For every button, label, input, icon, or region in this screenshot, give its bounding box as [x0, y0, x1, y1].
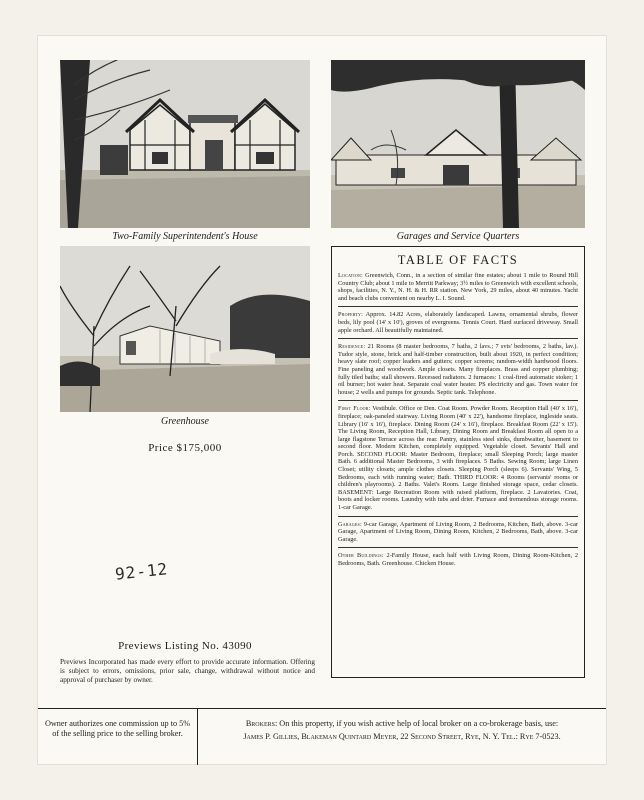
disclaimer: Previews Incorporated has made every effort to provide accurate information. Offering is subject to errors, omissions, prior sale, change, withdrawal without notice and approval of purchaser by owner.	[60, 658, 315, 684]
price: Price $175,000	[148, 442, 222, 454]
listing-number: Previews Listing No. 43090	[118, 640, 252, 652]
garages-photo	[331, 60, 585, 228]
greenhouse-photo	[60, 246, 310, 412]
facts-label: First Floor:	[338, 405, 371, 413]
facts-text: 2-Family House, each half with Living Room, Dining Room-Kitchen, 2 Bedrooms, Bath. Greenhouse. Chicken House.	[338, 552, 578, 567]
facts-text: 9-car Garage, Apartment of Living Room, 2 Bedrooms, Kitchen, Bath, above. 3-car Garage, Apartment of Living Room, Dining Room, Kitchen, 2 Bedrooms, Bath, above. 3-car Garage.	[338, 520, 578, 543]
facts-garages	[338, 521, 578, 544]
divider	[338, 306, 578, 307]
house-caption: Two-Family Superintendent's House	[112, 231, 258, 242]
facts-residence	[338, 343, 578, 396]
facts-other-buildings	[338, 552, 578, 567]
facts-text: 21 Rooms (8 master bedrooms, 7 baths, 2 lavs.; 7 svts' bedrooms, 2 baths, lav.). Tudor style, stone, brick and half-timber construction, built about 1920, in perfect condition; heavy slate roof; copper leaders and gutters; copper screens; random-width hardwood floors. Fine paneling and woodwork. Ample closets. Many fireplaces. Brass and copper plumbing; fully tiled baths; stall showers. Recessed radiators. 2 furnaces: 1 coal-fired automatic stoker; 1 oil burner; hot water heat. Separate coal water heater. PS electricity and gas. Town water for house; 2 wells and pumps for grounds. Septic tank. Telephone.	[338, 343, 578, 396]
divider	[338, 400, 578, 401]
facts-property	[338, 311, 578, 334]
facts-label: Property:	[338, 311, 364, 319]
footer	[38, 708, 606, 765]
brokers-note	[206, 717, 598, 743]
divider	[338, 547, 578, 548]
facts-text: Vestibule. Office or Den. Coat Room. Powder Room. Reception Hall (40' x 16'), fireplace; oak-paneled stairway. Living Room (40' x 22'), handsome fireplace, ingleside seats. Library (16' x 16'), fireplace. Dining Room (24' x 16'), fireplace. Breakfast Room (22' x 15'). The Living Room, Reception Hall, Library, Dining Room and Breakfast Room all open to a large flagstone Terrace across the rear. Pantry, stainless steel sinks, dumbwaiter, basement to second floor. Modern Kitchen, completely equipped. Vegetable closet. Sevants' Hall and Porch. SECOND FLOOR: Master Bedroom, fireplace; small Sleeping Porch; large master Bath. 6 additional Master Bedrooms, 3 with fireplaces. 5 Baths. Sewing Room; large Linen Closet; utility closets; ample clothes closets. Sleeping Porch (sleeps 6). Servants' Wing, 5 Bedrooms, each with running water; Bath. THIRD FLOOR: 4 Rooms (servants' rooms or children's playrooms). 2 Baths. Valet's Room. Large finished storage space, cedar closets. BASEMENT: Large Recreation Room with raised platform, fireplace. 2 Lavatories. Coat, boots and locker rooms. Laundry with tubs and drier. Furnace and tremendous storage rooms. 1-car Garage.	[338, 405, 578, 512]
handwritten-note: 92-12	[114, 559, 170, 584]
brokers-label: Brokers:	[245, 719, 278, 728]
facts-floors	[338, 405, 578, 511]
facts-label: Garages:	[338, 520, 362, 528]
facts-text: Approx. 14.82 Acres, elaborately landscaped. Lawns, ornamental shrubs, flower beds, lily pool (14' x 10'), groves of evergreens. Tennis Court. Hard surfaced driveway. Small apple orchard. All beautifully maintained.	[338, 311, 578, 334]
facts-title: TABLE OF FACTS	[397, 253, 519, 267]
superintendent-house-photo	[60, 60, 310, 228]
commission-note: Owner authorizes one commission up to 5% of the selling price to the selling broker.	[38, 709, 198, 765]
table-of-facts	[331, 246, 585, 678]
divider	[338, 338, 578, 339]
facts-location	[338, 272, 578, 302]
broker-contact: James P. Gillies, Blakeman Quintard Meyer, 22 Second Street, Rye, N. Y. Tel.: Rye 7-0523.	[243, 732, 561, 741]
divider	[338, 516, 578, 517]
brokers-text: On this property, if you wish active help of local broker on a co-brokerage basis, use:	[279, 719, 559, 728]
facts-text: Greenwich, Conn., in a section of similar fine estates; about 1 mile to Round Hill Country Club; about 1 mile to Merritt Parkway; 3½ miles to Greenwich with excellent schools, shops, facilities, N. Y., N. H. & H. RR station. New York, 29 miles, about 40 minutes. Yacht and beach clubs convenient on nearby L. I. Sound.	[338, 272, 579, 302]
greenhouse-caption: Greenhouse	[161, 416, 209, 427]
garages-caption: Garages and Service Quarters	[396, 231, 520, 242]
facts-label: Other Buildings:	[338, 552, 384, 560]
facts-label: Location:	[338, 272, 363, 279]
facts-label: Residence:	[338, 343, 366, 351]
